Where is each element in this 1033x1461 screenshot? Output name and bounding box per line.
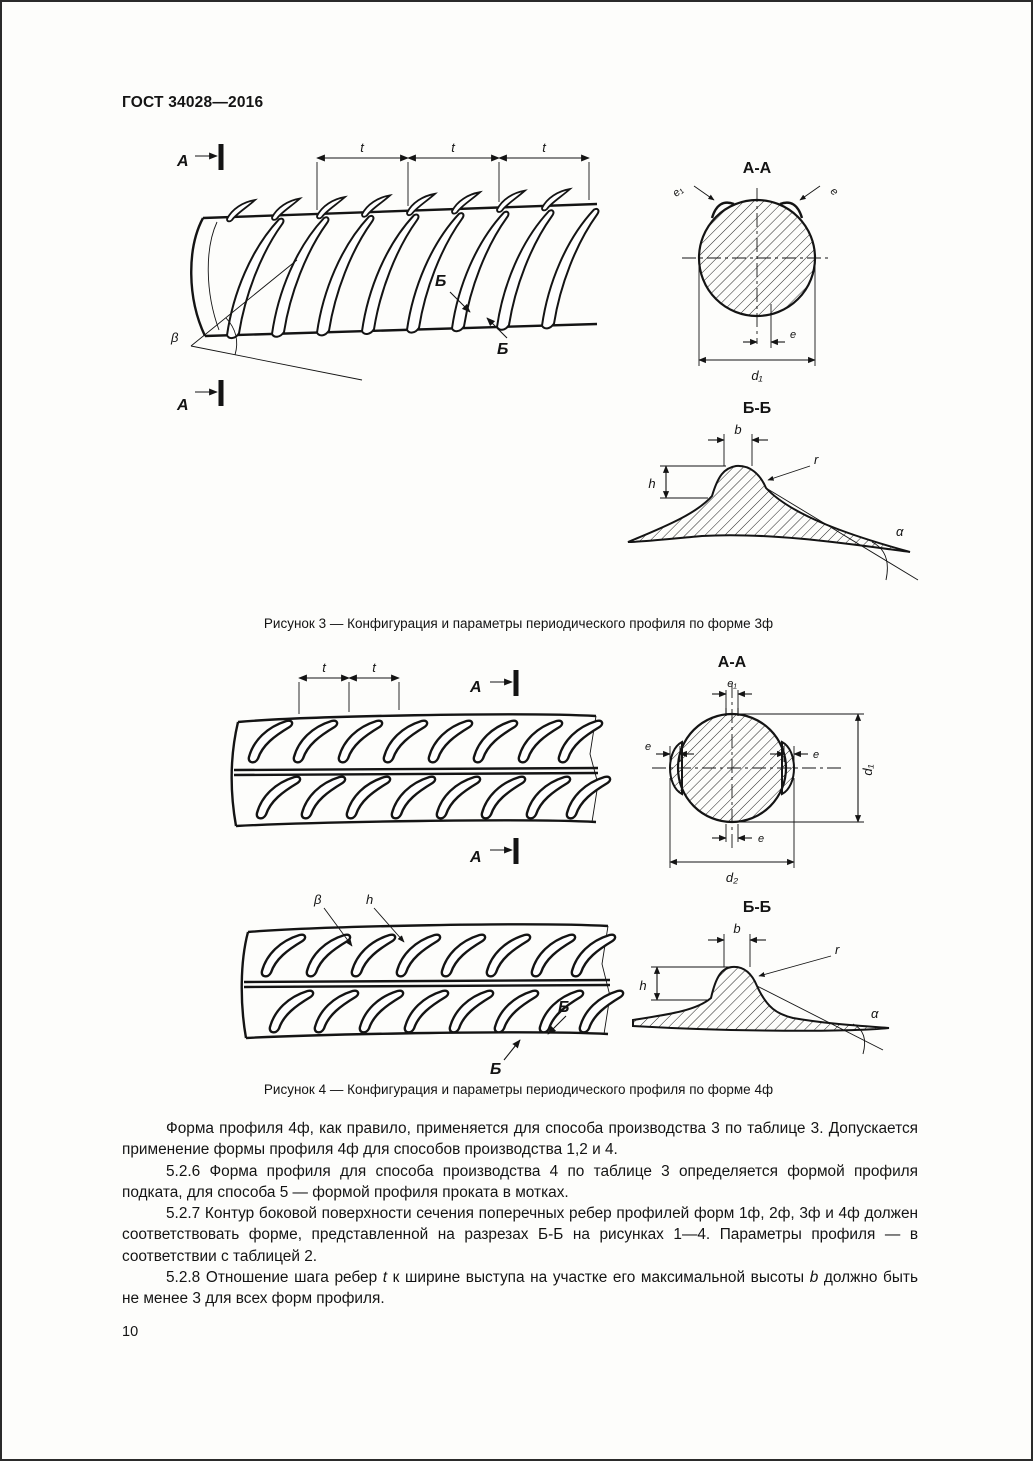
- dim-d2-label: d₂: [725, 870, 739, 885]
- section-mark-b-lower: [490, 1040, 520, 1078]
- dim-alpha-label: α: [871, 1006, 879, 1021]
- dim-alpha-label: α: [896, 524, 904, 539]
- dim-e-right-label: e: [812, 749, 820, 761]
- dim-h-label: h: [648, 476, 656, 491]
- beta-label: β: [314, 892, 322, 907]
- pitch-label-t1: t: [360, 140, 364, 155]
- dimension-b: [708, 422, 768, 466]
- beta-angle-callout: [313, 892, 352, 946]
- helical-rib-pattern: [227, 209, 598, 338]
- paragraph-5-2-8-text-a: 5.2.8 Отношение шага ребер: [166, 1268, 383, 1286]
- fig4-section-bb-title: Б-Б: [742, 899, 772, 916]
- dim-r-label: r: [814, 452, 819, 467]
- section-a-top-label: А: [177, 153, 189, 170]
- section-mark-a-bottom: [469, 838, 516, 866]
- pitch-label-t2: t: [451, 140, 455, 155]
- fig3-section-aa-title: А-А: [742, 160, 772, 177]
- section-b-upper-label: Б: [435, 273, 447, 290]
- section-a-bottom-label: А: [470, 849, 482, 866]
- paragraph-intro: [122, 1118, 918, 1161]
- variable-t: t: [382, 1268, 388, 1286]
- crescent-rib-pattern: [262, 935, 623, 1033]
- h-pointer-label: h: [366, 892, 374, 907]
- fig4-longitudinal-view-top: [224, 660, 614, 866]
- rib-height-callout: [366, 892, 404, 942]
- body-text: [122, 1118, 918, 1309]
- fig4-section-bb-view: [617, 920, 907, 1060]
- fig4-caption: Рисунок 4 — Конфигурация и параметры периодического профиля по форме 4ф: [263, 1082, 774, 1097]
- fig3-section-bb-view: [610, 422, 925, 602]
- dim-e-bottom-label: e: [790, 329, 797, 341]
- pitch-label-t1: t: [322, 660, 326, 675]
- rib-profile-section: [633, 967, 889, 1031]
- paragraph-5-2-7-text: 5.2.7 Контур боковой поверхности сечения поперечных ребер профилей форм 1ф, 2ф, 3ф и 4ф должен соответствовать форме, представленной на разрезах Б-Б на рисунках 1—4. Параметры профиля — в соответствии с таблицей 2.: [122, 1205, 918, 1265]
- fig4-section-aa-title: А-А: [717, 654, 747, 671]
- radius-callout: [768, 452, 819, 480]
- paragraph-5-2-6-text: 5.2.6 Форма профиля для способа производства 4 по таблице 3 определяется формой профиля подката, для способа 5 — формой профиля проката в мотках.: [122, 1162, 918, 1201]
- variable-b: b: [809, 1268, 819, 1286]
- dim-e-right: e: [827, 185, 841, 199]
- section-mark-a-bottom: [176, 380, 221, 414]
- section-mark-a-top: [469, 670, 516, 696]
- dimension-e-bottom: [712, 824, 764, 845]
- dim-h-label: h: [639, 978, 647, 993]
- fig3-caption: Рисунок 3 — Конфигурация и параметры периодического профиля по форме 3ф: [263, 616, 774, 631]
- dim-e1-left: e₁: [670, 184, 686, 200]
- rib-offset-dimensions: [670, 184, 840, 200]
- dim-d1-label: d₁: [751, 368, 763, 383]
- paragraph-5-2-6: [122, 1161, 918, 1204]
- bar-cross-section: [699, 200, 815, 316]
- dim-e-left-label: e: [644, 741, 652, 753]
- dim-e-bottom-label: e: [758, 833, 765, 845]
- dim-b-label: b: [734, 422, 742, 437]
- fig3-section-bb-title: Б-Б: [742, 400, 772, 417]
- paragraph-5-2-7: [122, 1203, 918, 1267]
- dim-e1-label: e₁: [727, 678, 737, 690]
- dim-d1-label: d₁: [860, 764, 875, 776]
- section-a-top-label: А: [470, 679, 482, 696]
- radius-callout: [759, 942, 840, 976]
- section-a-bottom-label: А: [177, 397, 189, 414]
- fig3-section-aa-view: [642, 184, 892, 389]
- section-b-lower-label: Б: [497, 341, 509, 358]
- section-mark-a-top: [176, 144, 221, 170]
- dim-r-label: r: [835, 942, 840, 957]
- section-b-upper-label: Б: [558, 999, 570, 1016]
- paragraph-5-2-8-text-c: должно быть не менее 3 для всех форм профиля.: [122, 1268, 918, 1307]
- pitch-label-t3: t: [542, 140, 546, 155]
- fig4-longitudinal-view-bottom: [234, 888, 624, 1078]
- fig4-section-aa-view: [634, 678, 892, 890]
- bar-cross-section: [670, 708, 794, 822]
- paragraph-intro-text: Форма профиля 4ф, как правило, применяется для способа производства 3 по таблице 3. Допускается применение формы профиля 4ф для способов производства 1,2 и 4.: [122, 1120, 918, 1159]
- section-b-lower-label: Б: [490, 1061, 502, 1078]
- rib-profile-section: [628, 466, 910, 552]
- paragraph-5-2-8-text-b: к ширине выступа на участке его максимальной высоты: [387, 1268, 810, 1286]
- pitch-dimension-t: [299, 660, 399, 714]
- top-rib-crests: [227, 189, 570, 221]
- document-number: ГОСТ 34028—2016: [122, 94, 264, 111]
- pitch-label-t2: t: [372, 660, 376, 675]
- dim-b-label: b: [733, 921, 741, 936]
- fig3-longitudinal-view: [157, 140, 617, 415]
- page-number: 10: [122, 1324, 139, 1340]
- dimension-b: [708, 921, 766, 967]
- paragraph-5-2-8: [122, 1267, 918, 1310]
- beta-label: β: [171, 330, 179, 345]
